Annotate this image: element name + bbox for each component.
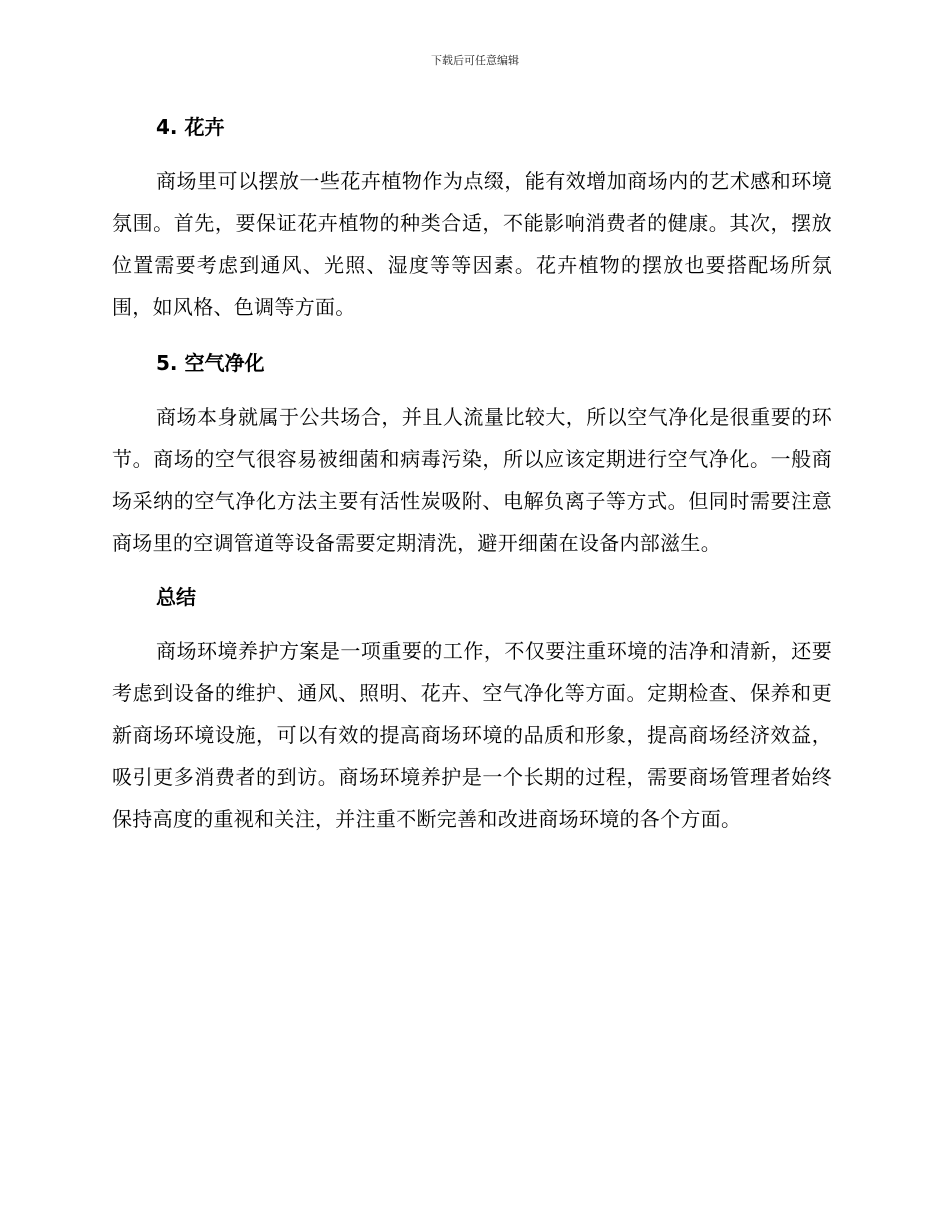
section-heading-flowers: 4. 花卉 bbox=[156, 115, 225, 139]
section-paragraph-air-purification: 商场本身就属于公共场合，并且人流量比较大，所以空气净化是很重要的环节。商场的空气很容易被细菌和病毒污染，所以应该定期进行空气净化。一般商场采纳的空气净化方法主要有活性炭吸附、电解负离子等方式。但同时需要注意商场里的空调管道等设备需要定期清洗，避开细菌在设备内部滋生。 bbox=[112, 405, 832, 555]
page-header: 下载后可任意编辑 bbox=[431, 54, 519, 67]
section-paragraph-flowers: 商场里可以摆放一些花卉植物作为点缀，能有效增加商场内的艺术感和环境氛围。首先，要保证花卉植物的种类合适，不能影响消费者的健康。其次，摆放位置需要考虑到通风、光照、湿度等等因素。花卉植物的摆放也要搭配场所氛围，如风格、色调等方面。 bbox=[112, 169, 832, 319]
section-heading-summary: 总结 bbox=[156, 585, 196, 609]
section-paragraph-summary: 商场环境养护方案是一项重要的工作，不仅要注重环境的洁净和清新，还要考虑到设备的维护、通风、照明、花卉、空气净化等方面。定期检查、保养和更新商场环境设施，可以有效的提高商场环境的品质和形象，提高商场经济效益，吸引更多消费者的到访。商场环境养护是一个长期的过程，需要商场管理者始终保持高度的重视和关注，并注重不断完善和改进商场环境的各个方面。 bbox=[112, 639, 832, 831]
document-body bbox=[112, 110, 832, 840]
section-heading-air-purification: 5. 空气净化 bbox=[156, 351, 265, 375]
